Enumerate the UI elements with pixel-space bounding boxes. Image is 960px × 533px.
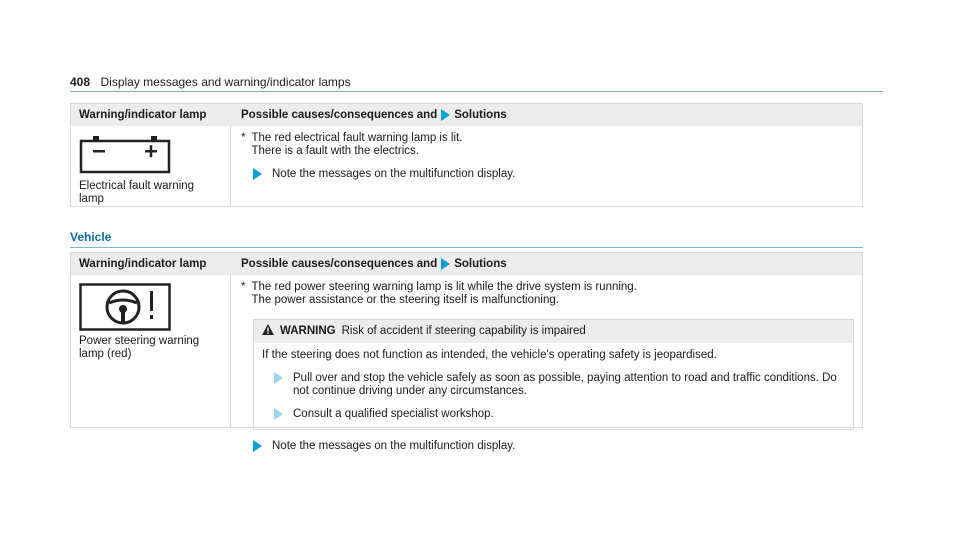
solution-text: Note the messages on the multifunction display. — [272, 168, 516, 180]
warning-header — [254, 320, 853, 343]
warning-bullet-text: Consult a qualified specialist workshop. — [293, 408, 494, 420]
arrow-right-icon — [441, 109, 450, 121]
column-header-causes — [231, 109, 862, 121]
lamp-label: Electrical fault warning lamp — [79, 180, 195, 205]
cause-marker: * — [241, 132, 246, 144]
cause-block — [241, 132, 854, 158]
table-electrical-fault — [70, 103, 863, 207]
page-header — [70, 71, 883, 92]
warning-bullet — [262, 372, 845, 398]
arrow-right-icon — [441, 258, 450, 270]
table-row — [71, 275, 862, 452]
cause-text: The power assistance or the steering itself is malfunctioning. — [251, 294, 559, 306]
warning-box — [253, 319, 854, 430]
section-title — [70, 229, 863, 248]
solution-item — [241, 440, 854, 453]
warning-text: Risk of accident if steering capability is impaired — [341, 325, 586, 337]
cause-text: There is a fault with the electrics. — [251, 145, 419, 157]
table-header — [71, 104, 862, 126]
warning-body — [254, 343, 853, 429]
solution-item — [241, 168, 854, 181]
warning-bullet — [262, 408, 845, 421]
lamp-cell — [71, 275, 231, 427]
causes-cell — [231, 275, 862, 452]
warning-triangle-icon — [262, 324, 274, 339]
table-header — [71, 253, 862, 275]
lamp-label: Power steering warning lamp (red) — [79, 335, 200, 360]
column-header-causes — [231, 258, 862, 270]
warning-title: WARNING — [280, 325, 336, 337]
warning-bullet-text: Pull over and stop the vehicle safely as soon as possible, paying attention to road and traffic conditions. Do not continue driving under any circumstances. — [293, 372, 837, 397]
arrow-right-icon — [253, 168, 262, 180]
column-header-causes-label: Possible causes/consequences and — [241, 109, 438, 121]
causes-cell — [231, 126, 862, 206]
column-header-solutions-label: Solutions — [454, 109, 507, 121]
warning-body-text: If the steering does not function as intended, the vehicle's operating safety is jeopardised. — [262, 349, 717, 361]
column-header-lamp: Warning/indicator lamp — [79, 258, 207, 270]
arrow-right-icon — [253, 440, 262, 452]
lamp-cell — [71, 126, 231, 206]
table-power-steering — [70, 252, 863, 452]
steering-wheel-warning-icon — [79, 283, 171, 331]
cause-text: The red power steering warning lamp is lit while the drive system is running. — [251, 281, 637, 293]
column-header-causes-label: Possible causes/consequences and — [241, 258, 438, 270]
column-header-solutions-label: Solutions — [454, 258, 507, 270]
solution-text: Note the messages on the multifunction display. — [272, 440, 516, 452]
page-number: 408 — [70, 75, 91, 89]
page-title: Display messages and warning/indicator lamps — [100, 75, 351, 89]
section-title-text: Vehicle — [70, 230, 112, 244]
column-header-lamp: Warning/indicator lamp — [79, 109, 207, 121]
cause-block — [241, 281, 854, 307]
table-row — [71, 126, 862, 206]
arrow-right-icon — [274, 372, 283, 384]
cause-text: The red electrical fault warning lamp is lit. — [251, 132, 463, 144]
battery-icon — [79, 134, 171, 174]
arrow-right-icon — [274, 408, 283, 420]
cause-marker: * — [241, 281, 246, 293]
